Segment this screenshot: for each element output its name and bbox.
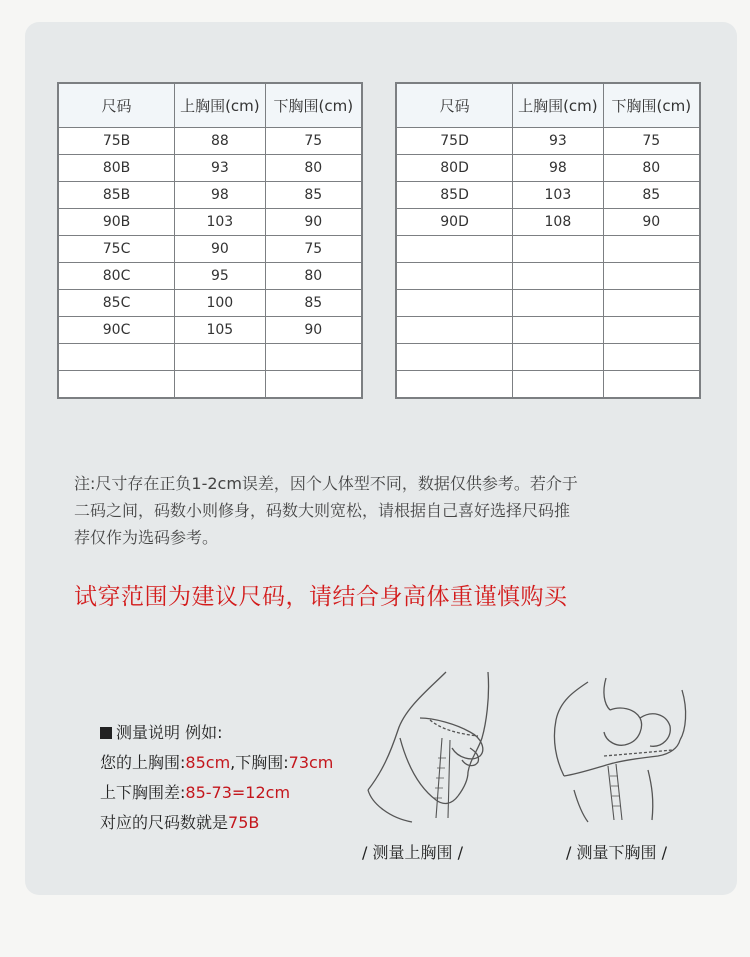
note-line: 二码之间，码数小则修身，码数大则宽松，请根据自己喜好选择尺码推 [74,501,571,520]
under-bust-cell: 90 [265,209,362,236]
under-bust-cell [265,371,362,399]
under-bust-cell: 80 [265,155,362,182]
upper-bust-cell: 93 [513,128,603,155]
under-bust-cell [603,317,700,344]
size-cell: 75C [58,236,175,263]
header-under-bust: 下胸围(cm) [603,83,700,128]
note-line: 注:尺寸存在正负1-2cm误差，因个人体型不同，数据仅供参考。若介于 [74,474,578,493]
upper-bust-cell: 90 [175,236,265,263]
upper-bust-cell [513,344,603,371]
upper-bust-cell: 98 [513,155,603,182]
under-bust-cell: 85 [265,182,362,209]
upper-bust-cell: 103 [513,182,603,209]
under-bust-cell [265,344,362,371]
note-line: 荐仅作为选码参考。 [74,528,219,547]
label: 您的上胸围: [100,753,186,772]
upper-bust-cell [513,263,603,290]
label: 上下胸围差: [100,783,186,802]
size-cell: 75D [396,128,513,155]
result-size: 75B [228,813,260,832]
table-row [58,209,362,236]
upper-bust-cell: 95 [175,263,265,290]
upper-bust-cell [175,371,265,399]
header-upper-bust: 上胸围(cm) [175,83,265,128]
under-bust-cell [603,236,700,263]
explain-title-row [100,718,333,748]
table-row [396,155,700,182]
under-bust-cell [603,263,700,290]
table-row [58,263,362,290]
under-bust-cell [603,344,700,371]
size-cell: 90B [58,209,175,236]
label: 对应的尺码数就是 [100,813,229,832]
upper-bust-cell [513,236,603,263]
under-bust-cell: 80 [265,263,362,290]
size-cell: 85D [396,182,513,209]
difference-value: 85-73=12cm [185,783,291,802]
under-bust-cell: 90 [603,209,700,236]
header-under-bust: 下胸围(cm) [265,83,362,128]
under-bust-cell: 75 [603,128,700,155]
square-bullet-icon [100,727,112,739]
upper-bust-cell: 105 [175,317,265,344]
header-upper-bust: 上胸围(cm) [513,83,603,128]
size-cell: 80B [58,155,175,182]
table-header-row [58,83,362,128]
explain-line [100,748,333,778]
table-row [58,182,362,209]
size-table-right [395,82,701,399]
table-row [58,317,362,344]
fit-warning: 试穿范围为建议尺码，请结合身高体重谨慎购买 [74,584,568,610]
table-row [58,371,362,399]
size-cell [58,344,175,371]
under-bust-cell: 90 [265,317,362,344]
size-cell [396,236,513,263]
upper-bust-cell [175,344,265,371]
table-row [396,182,700,209]
table-row [58,155,362,182]
under-bust-cell: 75 [265,236,362,263]
under-bust-cell [603,290,700,317]
upper-bust-cell: 93 [175,155,265,182]
measure-upper-bust-illustration [360,668,510,828]
under-bust-cell: 85 [265,290,362,317]
table-row [396,263,700,290]
table-row [396,209,700,236]
table-row [396,128,700,155]
upper-value: 85cm [185,753,231,772]
size-note [74,470,614,551]
caption-under-bust: / 测量下胸围 / [566,843,667,862]
size-cell [396,317,513,344]
under-bust-cell: 85 [603,182,700,209]
size-cell [396,263,513,290]
size-cell: 90D [396,209,513,236]
upper-bust-cell: 108 [513,209,603,236]
size-cell: 85C [58,290,175,317]
table-row [396,236,700,263]
size-cell: 75B [58,128,175,155]
label: ,下胸围: [230,753,289,772]
lower-value: 73cm [288,753,334,772]
table-row [396,317,700,344]
size-cell: 90C [58,317,175,344]
table-row [58,344,362,371]
under-bust-cell: 75 [265,128,362,155]
size-table-left [57,82,363,399]
measure-under-bust-illustration [548,670,698,830]
upper-bust-cell: 100 [175,290,265,317]
size-cell [396,371,513,399]
explain-line [100,778,333,808]
size-cell: 80C [58,263,175,290]
table-row [58,290,362,317]
caption-upper-bust: / 测量上胸围 / [362,843,463,862]
header-size: 尺码 [58,83,175,128]
size-cell [396,344,513,371]
upper-bust-cell [513,290,603,317]
header-size: 尺码 [396,83,513,128]
explain-line [100,808,333,838]
size-cell [58,371,175,399]
table-row [58,236,362,263]
explain-title: 测量说明 例如: [116,723,223,742]
table-header-row [396,83,700,128]
upper-bust-cell [513,371,603,399]
table-row [396,344,700,371]
upper-bust-cell: 88 [175,128,265,155]
upper-bust-cell: 103 [175,209,265,236]
upper-bust-cell [513,317,603,344]
measurement-explanation [100,718,333,838]
size-cell: 85B [58,182,175,209]
under-bust-cell: 80 [603,155,700,182]
table-row [58,128,362,155]
size-cell: 80D [396,155,513,182]
size-cell [396,290,513,317]
upper-bust-cell: 98 [175,182,265,209]
under-bust-cell [603,371,700,399]
table-row [396,290,700,317]
table-row [396,371,700,399]
